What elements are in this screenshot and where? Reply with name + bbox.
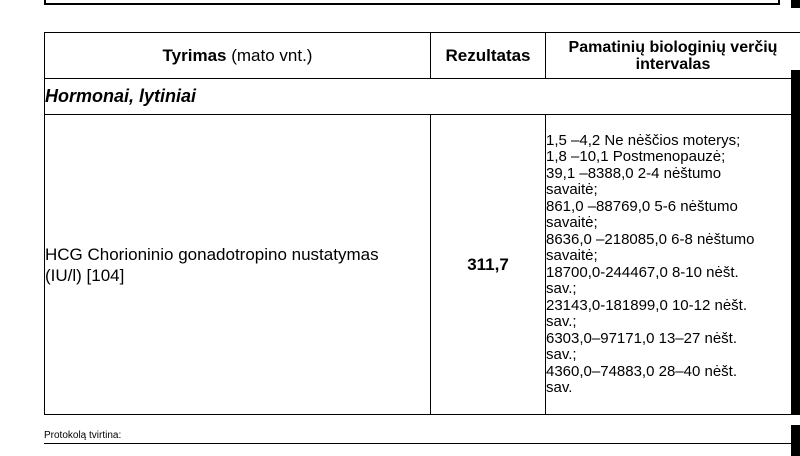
header-test xyxy=(45,33,431,79)
reference-range-line: 8636,0 –218085,0 6-8 nėštumo xyxy=(546,230,755,248)
reference-range-line: 23143,0-181899,0 10-12 nėšt. xyxy=(546,296,747,314)
reference-range-line: 1,5 –4,2 Ne nėščios moterys; xyxy=(546,131,741,149)
reference-range-line: sav.; xyxy=(546,313,577,330)
reference-range-line: 18700,0-244467,0 8-10 nėšt. xyxy=(546,263,739,281)
page-edge-shadow xyxy=(791,425,800,456)
footer-divider xyxy=(44,443,791,444)
header-reference-line1: Pamatinių biologinių verčių xyxy=(568,38,778,56)
test-name-line2: (IU/l) [104] xyxy=(45,265,125,285)
test-name-line1: HCG Chorioninio gonadotropino nustatymas xyxy=(45,244,379,264)
reference-range-line: 4360,0–74883,0 28–40 nėšt. xyxy=(546,362,738,380)
reference-range-line: sav. xyxy=(546,379,573,396)
result-value: 311,7 xyxy=(431,115,546,415)
reference-range-line: savaitė; xyxy=(546,247,598,264)
reference-range-line: sav.; xyxy=(546,346,577,363)
reference-ranges-cell xyxy=(546,115,800,415)
reference-range-line: sav.; xyxy=(546,280,577,297)
section-row xyxy=(45,79,800,115)
reference-range-line: 6303,0–97171,0 13–27 nėšt. xyxy=(546,329,738,347)
approval-label: Protokolą tvirtina: xyxy=(44,430,122,441)
page-edge-shadow xyxy=(791,0,800,8)
table-row xyxy=(45,115,800,415)
header-test-unit: (mato vnt.) xyxy=(231,45,313,65)
reference-range-line: savaitė; xyxy=(546,214,598,231)
header-result: Rezultatas xyxy=(431,33,546,79)
results-table xyxy=(44,32,800,415)
section-title: Hormonai, lytiniai xyxy=(45,79,800,115)
table-header-row xyxy=(45,33,800,79)
header-reference xyxy=(546,33,800,79)
header-reference-line2: intervalas xyxy=(635,55,711,73)
test-name-cell xyxy=(45,115,431,415)
header-test-label: Tyrimas xyxy=(162,45,227,65)
reference-range-line: 39,1 –8388,0 2-4 nėštumo xyxy=(546,164,722,182)
reference-range-line: 1,8 –10,1 Postmenopauzė; xyxy=(546,148,726,165)
previous-section-box xyxy=(44,0,780,5)
reference-range-line: 861,0 –88769,0 5-6 nėštumo xyxy=(546,197,738,215)
reference-range-line: savaitė; xyxy=(546,181,598,198)
